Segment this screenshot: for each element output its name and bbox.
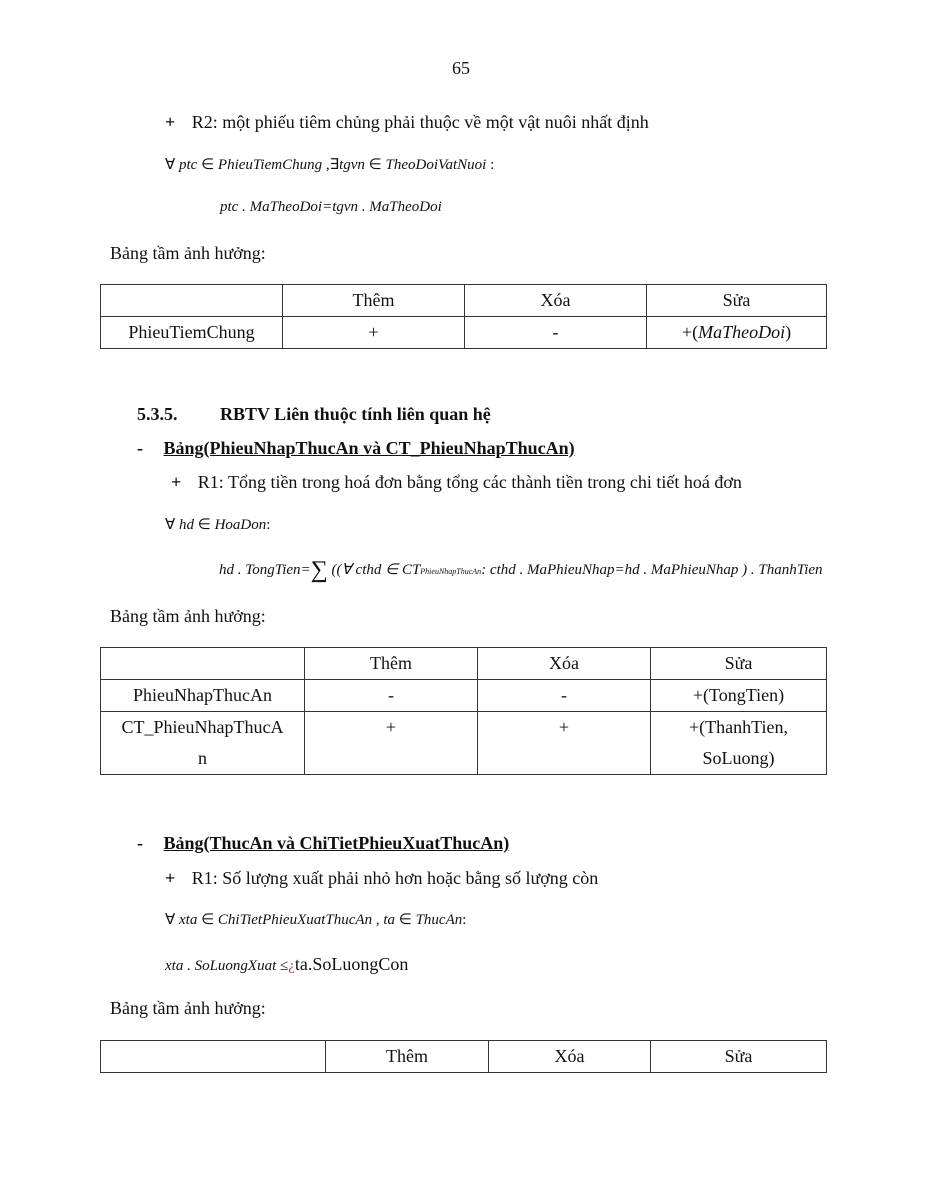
impact-table-2 — [100, 647, 827, 775]
formula-forall-xta — [165, 910, 466, 929]
table-cell: +(TongTien) — [651, 680, 827, 712]
rule-r1-soluong — [165, 868, 598, 889]
table-header-row — [101, 1041, 827, 1073]
formula-equality: ptc . MaTheoDoi=tgvn . MaTheoDoi — [220, 199, 442, 215]
impact-label: Bảng tầm ảnh hưởng: — [110, 998, 266, 1018]
forall-symbol: ∀ — [165, 912, 180, 928]
table-header-row — [101, 648, 827, 680]
formula-set: PhieuTiemChung — [217, 157, 323, 173]
table-header-cell: Sửa — [651, 648, 827, 680]
page-number: 65 — [452, 58, 470, 78]
table-row — [101, 680, 827, 712]
bullet-plus: + — [171, 472, 182, 492]
formula-in: ∈ — [197, 912, 218, 928]
formula-rhs: ta.SoLuongCon — [294, 954, 409, 974]
rule-r2 — [165, 112, 649, 133]
table-cell: CT_PhieuNhapThucA — [101, 712, 305, 744]
formula-set: HoaDon — [214, 517, 267, 533]
table-row — [101, 317, 827, 349]
table-header-cell — [101, 285, 283, 317]
section-heading — [137, 404, 491, 425]
formula-forall-hd — [165, 515, 270, 534]
impact-table-3 — [100, 1040, 827, 1073]
table-cell — [305, 743, 478, 775]
formula-set: TheoDoiVatNuoi — [385, 157, 487, 173]
formula-colon: : — [266, 517, 271, 533]
table-cell: PhieuTiemChung — [101, 317, 283, 349]
bullet-plus: + — [165, 112, 176, 132]
formula-part: ((∀ cthd ∈ CT — [327, 562, 421, 578]
table-header-row — [101, 285, 827, 317]
sub-heading-1 — [137, 438, 575, 459]
table-header-cell: Xóa — [465, 285, 647, 317]
formula-lhs: hd . TongTien= — [219, 562, 311, 578]
table-cell — [647, 317, 827, 349]
table-cell: + — [283, 317, 465, 349]
rule-r1 — [171, 472, 742, 493]
formula-in: ∈ — [194, 517, 215, 533]
table-header-cell: Xóa — [489, 1041, 651, 1073]
formula-exists: ,∃ — [322, 157, 340, 173]
dash-bullet: - — [137, 438, 143, 458]
table-header-cell: Thêm — [305, 648, 478, 680]
sub-heading-text: Bảng(ThucAn và ChiTietPhieuXuatThucAn) — [163, 833, 510, 853]
table-row — [101, 743, 827, 775]
table-cell: + — [305, 712, 478, 744]
table-header-cell: Sửa — [651, 1041, 827, 1073]
table-cell — [478, 743, 651, 775]
table-cell: PhieuNhapThucAn — [101, 680, 305, 712]
forall-symbol: ∀ — [165, 517, 180, 533]
table-cell: - — [305, 680, 478, 712]
table-header-cell: Thêm — [283, 285, 465, 317]
table-header-cell: Sửa — [647, 285, 827, 317]
impact-label: Bảng tầm ảnh hưởng: — [110, 606, 266, 626]
formula-colon: : — [486, 157, 495, 173]
table-cell: SoLuong) — [651, 743, 827, 775]
formula-in: ∈ — [395, 912, 416, 928]
impact-table-1 — [100, 284, 827, 349]
formula-var: ta — [383, 912, 396, 928]
cell-italic: MaTheoDoi — [698, 322, 786, 342]
formula-comma: , — [372, 912, 384, 928]
table-cell: - — [478, 680, 651, 712]
table-cell: - — [465, 317, 647, 349]
table-header-cell — [101, 648, 305, 680]
formula-set: ThucAn — [415, 912, 463, 928]
rule-text: R2: một phiếu tiêm chủng phải thuộc về một vật nuôi nhất định — [191, 112, 649, 132]
table-row — [101, 712, 827, 744]
dash-bullet: - — [137, 833, 143, 853]
formula-set: ChiTietPhieuXuatThucAn — [217, 912, 373, 928]
rule-text: R1: Tổng tiền trong hoá đơn bằng tổng các thành tiền trong chi tiết hoá đơn — [197, 472, 742, 492]
sub-heading-2 — [137, 833, 509, 854]
cell-text: ) — [785, 322, 792, 342]
formula-colon: : — [462, 912, 467, 928]
table-cell: n — [101, 743, 305, 775]
heading-number: 5.3.5. — [137, 404, 178, 424]
formula-mark: ¿ — [288, 958, 295, 974]
formula-part: : cthd . MaPhieuNhap=hd . MaPhieuNhap ) . ThanhTien — [481, 562, 823, 578]
formula-var: xta — [179, 912, 198, 928]
cell-text: +( — [681, 322, 699, 342]
formula-var: tgvn — [339, 157, 365, 173]
formula-sum — [219, 557, 823, 584]
bullet-plus: + — [165, 868, 176, 888]
sub-heading-text: Bảng(PhieuNhapThucAn và CT_PhieuNhapThucAn) — [163, 438, 575, 458]
formula-forall-ptc — [165, 155, 494, 174]
table-cell: + — [478, 712, 651, 744]
rule-text: R1: Số lượng xuất phải nhỏ hơn hoặc bằng số lượng còn — [191, 868, 599, 888]
sum-symbol: ∑ — [310, 557, 328, 583]
formula-in: ∈ — [364, 157, 386, 173]
formula-soluong — [165, 954, 408, 975]
table-header-cell — [101, 1041, 326, 1073]
heading-text: RBTV Liên thuộc tính liên quan hệ — [220, 404, 491, 424]
formula-lhs: xta . SoLuongXuat ≤ — [165, 958, 289, 974]
table-cell: +(ThanhTien, — [651, 712, 827, 744]
formula-in: ∈ — [197, 157, 218, 173]
formula-var: ptc — [179, 157, 198, 173]
table-header-cell: Xóa — [478, 648, 651, 680]
formula-var: hd — [179, 517, 195, 533]
table-header-cell: Thêm — [326, 1041, 489, 1073]
forall-symbol: ∀ — [165, 157, 180, 173]
impact-label: Bảng tầm ảnh hưởng: — [110, 243, 266, 263]
formula-subscript: PhieuNhapThucAn — [420, 567, 482, 576]
